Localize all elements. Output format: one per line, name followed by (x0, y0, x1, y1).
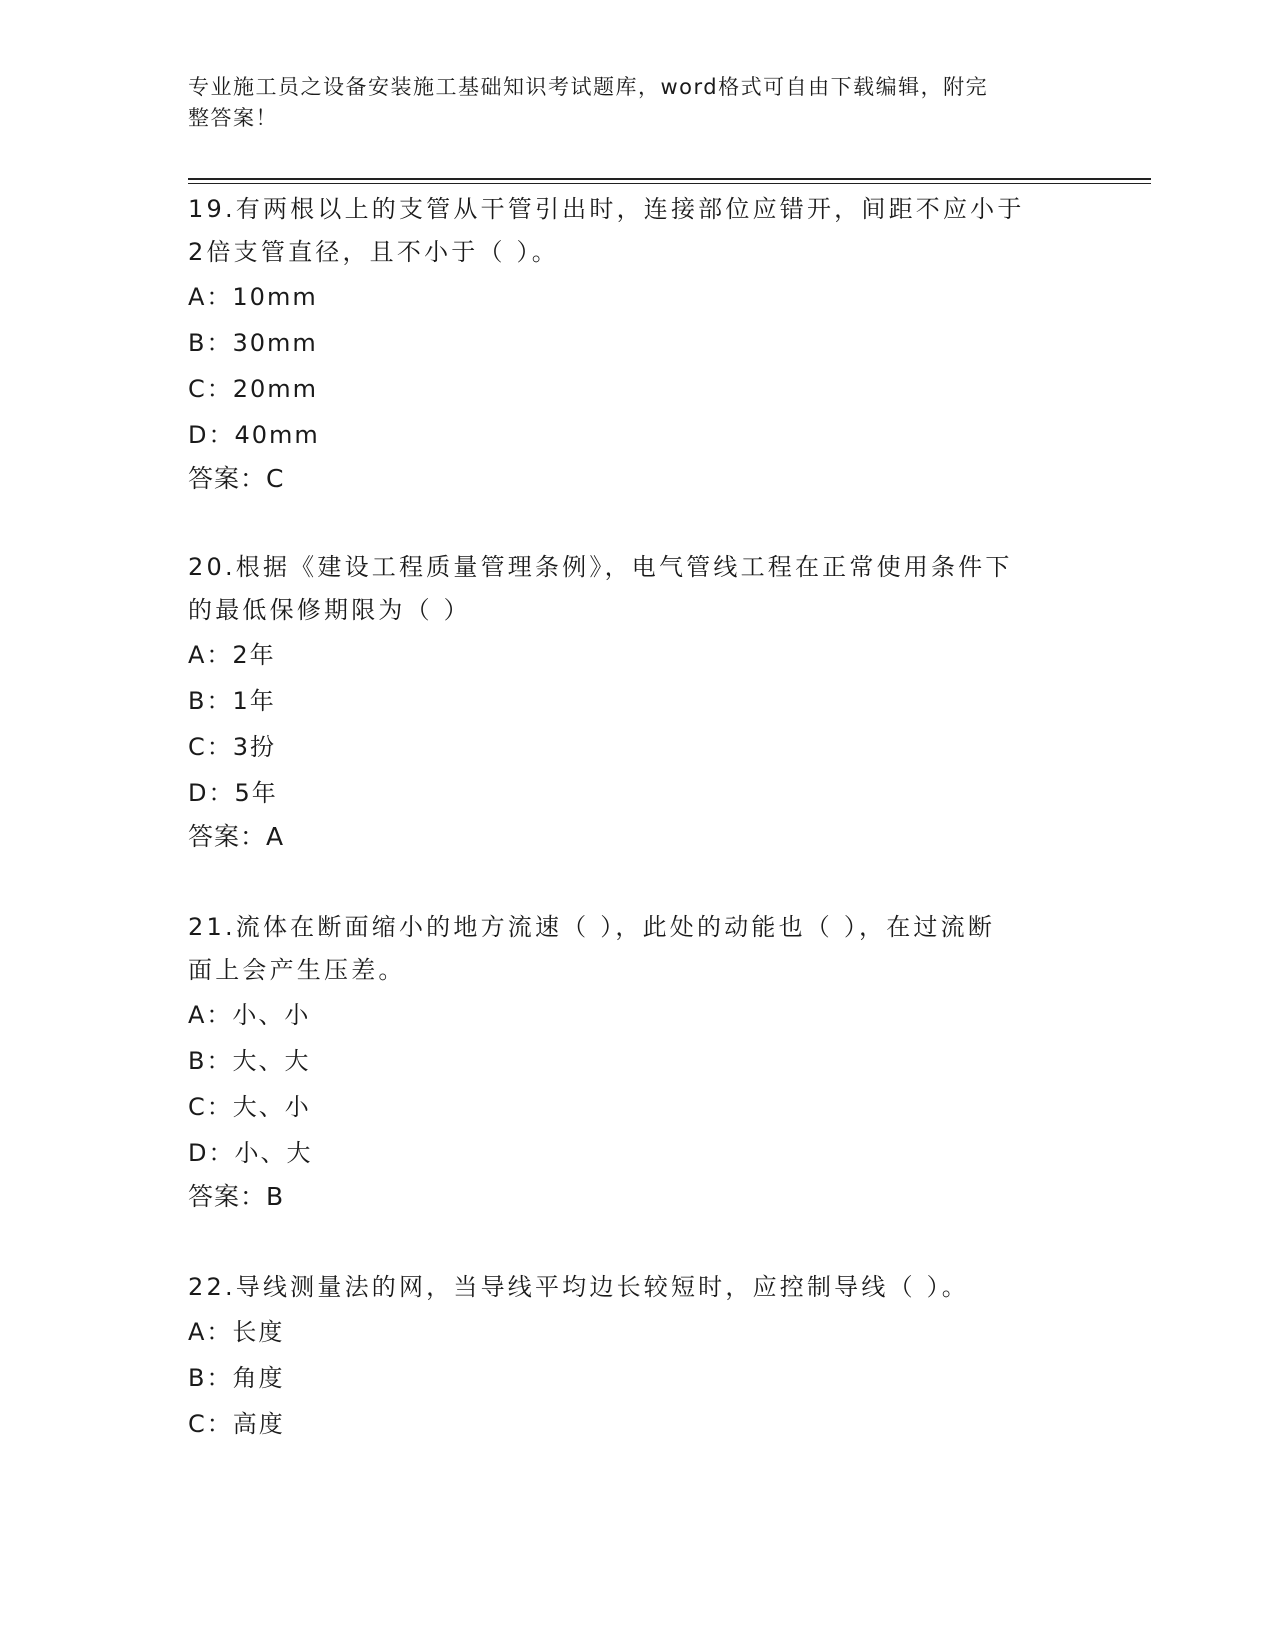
option-b: B：30mm (188, 329, 318, 357)
option-c: C：20mm (188, 375, 319, 403)
option-d: D：5年 (188, 779, 278, 807)
answer-label: 答案： (188, 822, 267, 851)
question-stem-line-2: 面上会产生压差。 (188, 956, 406, 984)
option-a: A：2年 (188, 641, 276, 669)
answer-label: 答案： (188, 464, 267, 493)
question-stem-line-1: 21.流体在断面缩小的地方流速（ ），此处的动能也（ ），在过流断 (188, 913, 996, 941)
option-c: C：大、小 (188, 1093, 311, 1121)
option-a: A：10mm (188, 283, 318, 311)
question-stem-line-2: 的最低保修期限为（ ） (188, 596, 471, 624)
answer-value: B (266, 1182, 285, 1211)
option-d: D：40mm (188, 421, 320, 449)
answer-line (188, 816, 1068, 858)
answer-value: A (266, 822, 285, 851)
header-line-2: 整答案！ (188, 106, 278, 130)
question-stem-line-1: 22.导线测量法的网，当导线平均边长较短时，应控制导线（ ）。 (188, 1273, 969, 1301)
question-stem-line-1: 19.有两根以上的支管从干管引出时，连接部位应错开，间距不应小于 (188, 195, 1025, 223)
answer-label: 答案： (188, 1182, 267, 1211)
option-c: C：高度 (188, 1410, 285, 1438)
option-a: A：小、小 (188, 1001, 311, 1029)
question-stem-line-2: 2倍支管直径，且不小于（ ）。 (188, 238, 559, 266)
option-b: B：大、大 (188, 1047, 311, 1075)
question-21 (188, 906, 1068, 1218)
option-c: C：3扮 (188, 733, 277, 761)
header-divider-thin (188, 183, 1151, 184)
option-b: B：1年 (188, 687, 276, 715)
document-header (188, 72, 1068, 134)
option-a: A：长度 (188, 1318, 285, 1346)
question-stem-line-1: 20.根据《建设工程质量管理条例》，电气管线工程在正常使用条件下 (188, 553, 1013, 581)
header-divider-thick (188, 178, 1151, 180)
option-b: B：角度 (188, 1364, 285, 1392)
header-line-1: 专业施工员之设备安装施工基础知识考试题库，word格式可自由下载编辑，附完 (188, 75, 989, 99)
answer-line (188, 458, 1068, 500)
option-d: D：小、大 (188, 1139, 313, 1167)
answer-line (188, 1176, 1068, 1218)
answer-value: C (266, 464, 285, 493)
question-20 (188, 546, 1068, 858)
question-19 (188, 188, 1068, 500)
question-22 (188, 1266, 1068, 1447)
